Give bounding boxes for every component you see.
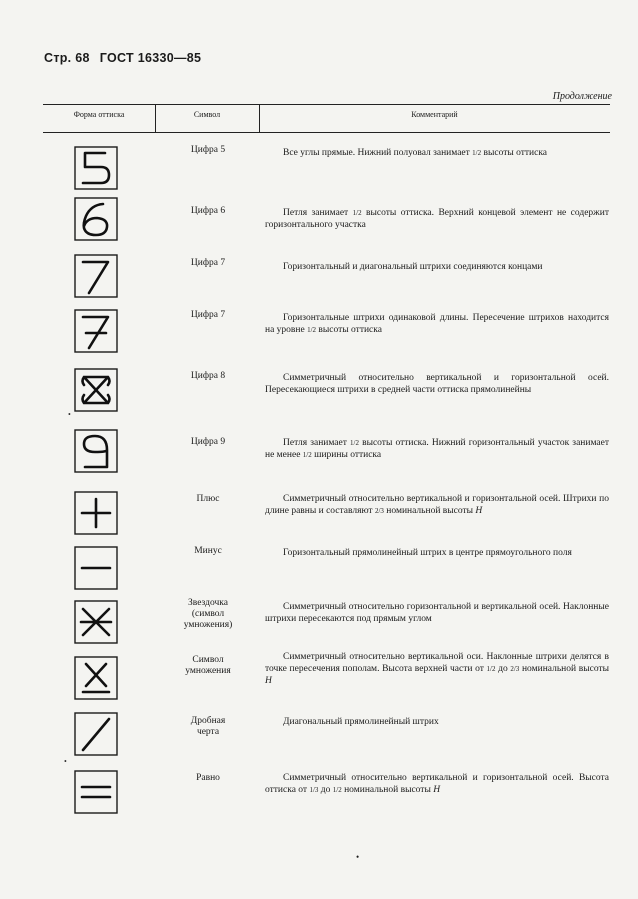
stray-mark: • (68, 410, 71, 419)
footer-mark: • (356, 852, 360, 862)
comment-text: Петля занимает (283, 208, 353, 218)
digit-6-glyph-icon (73, 196, 119, 242)
fraction-slash-glyph-icon (73, 711, 119, 757)
comment-text: Горизонтальные штрихи одинаковой длины. Пересечение штрихов находится на уровне (265, 313, 609, 335)
symbol-comment (265, 547, 609, 559)
symbol-comment (265, 207, 609, 231)
symbol-name: Символ умножения (185, 655, 231, 676)
symbol-name: Цифра 6 (190, 206, 226, 216)
fraction: 1/3 (309, 786, 319, 794)
symbol-name: Цифра 8 (190, 371, 226, 381)
column-header-comment: Комментарий (411, 110, 458, 119)
symbol-name: Цифра 9 (190, 437, 226, 447)
comment-text: Диагональный прямолинейный штрих (283, 717, 439, 727)
multiply-glyph-icon (73, 655, 119, 701)
symbol-comment (265, 437, 609, 461)
comment-text: номинальной высоты (519, 664, 609, 674)
comment-text: до (495, 664, 511, 674)
plus-glyph-icon (73, 490, 119, 536)
digit-7-crossed-glyph-icon (73, 308, 119, 354)
fraction: 1/2 (332, 786, 342, 794)
symbol-comment (265, 147, 609, 159)
fraction: 1/2 (307, 326, 317, 334)
symbol-comment (265, 372, 609, 396)
symbol-name: Звездочка (символ умножения) (183, 598, 233, 630)
symbol-comment (265, 651, 609, 687)
comment-text: ширины оттиска (311, 450, 382, 460)
column-header-form: Форма оттиска (73, 110, 125, 119)
standard-code: ГОСТ 16330—85 (99, 51, 202, 65)
symbol-name: Цифра 7 (190, 258, 226, 268)
digit-9-glyph-icon (73, 428, 119, 474)
comment-text: Симметричный относительно вертикальной и горизонтальной осей. Штрихи по длине равны и составляют (265, 494, 609, 516)
fraction: 1/2 (302, 451, 312, 459)
symbol-name: Минус (194, 546, 222, 556)
fraction: 1/2 (486, 665, 496, 673)
symbol-name: Цифра 5 (190, 145, 226, 155)
table-top-rule (43, 104, 610, 105)
equals-glyph-icon (73, 769, 119, 815)
comment-text: Симметричный относительно вертикальной и горизонтальной осей. Высота оттиска от (265, 773, 609, 795)
page-header (44, 51, 201, 65)
fraction: 1/2 (472, 149, 482, 157)
symbol-name: Плюс (196, 494, 220, 504)
fraction: 2/3 (374, 507, 384, 515)
symbol-name: Равно (196, 773, 220, 783)
comment-text: Симметричный относительно вертикальной оси. Наклонные штрихи делятся в точке пересечения пополам. Высота верхней части от (265, 652, 609, 674)
comment-text: Симметричный относительно горизонтальной и вертикальной осей. Наклонные штрихи пересекаются под прямым углом (265, 602, 609, 624)
fraction: 2/3 (510, 665, 520, 673)
symbol-comment (265, 772, 609, 796)
stray-mark: • (64, 757, 67, 766)
column-header-symbol: Символ (193, 110, 221, 119)
symbol-name: Цифра 7 (190, 310, 226, 320)
height-variable: H (265, 676, 272, 686)
comment-text: высоты оттиска. Нижний горизонтальный участок занимает не менее (265, 438, 609, 460)
comment-text: номинальной высоты (383, 506, 476, 516)
height-variable: H (433, 785, 441, 795)
symbol-comment (265, 312, 609, 336)
comment-text: номинальной высоты (341, 785, 434, 795)
comment-text: до (318, 785, 333, 795)
comment-text: высоты оттиска. Верхний концевой элемент не содержит горизонтального участка (265, 208, 609, 230)
comment-text: Горизонтальный и диагональный штрихи соединяются концами (283, 262, 543, 272)
comment-text: Петля занимает (283, 438, 351, 448)
fraction: 1/2 (350, 439, 359, 447)
asterisk-multiply-glyph-icon (73, 599, 119, 645)
digit-5-glyph-icon (73, 145, 119, 191)
comment-text: Горизонтальный прямолинейный штрих в центре прямоугольного поля (283, 548, 572, 558)
table-header-rule (43, 132, 610, 133)
minus-glyph-icon (73, 545, 119, 591)
comment-text: высоты оттиска (316, 325, 382, 335)
symbol-comment (265, 261, 609, 273)
continuation-label: Продолжение (552, 91, 612, 102)
symbol-comment (265, 601, 609, 625)
symbol-comment (265, 716, 609, 728)
symbol-name: Дробная черта (190, 716, 226, 737)
symbol-comment (265, 493, 609, 517)
fraction: 1/2 (352, 209, 362, 217)
comment-text: высоты оттиска (481, 148, 548, 158)
page-number: Стр. 68 (44, 51, 90, 65)
digit-7-glyph-icon (73, 253, 119, 299)
height-variable: H (475, 506, 483, 516)
comment-text: Все углы прямые. Нижний полуовал занимает (283, 148, 473, 158)
comment-text: Симметричный относительно вертикальной и горизонтальной осей. Пересекающиеся штрихи в средней части оттиска прямолинейны (265, 373, 609, 395)
digit-8-glyph-icon (73, 367, 119, 413)
